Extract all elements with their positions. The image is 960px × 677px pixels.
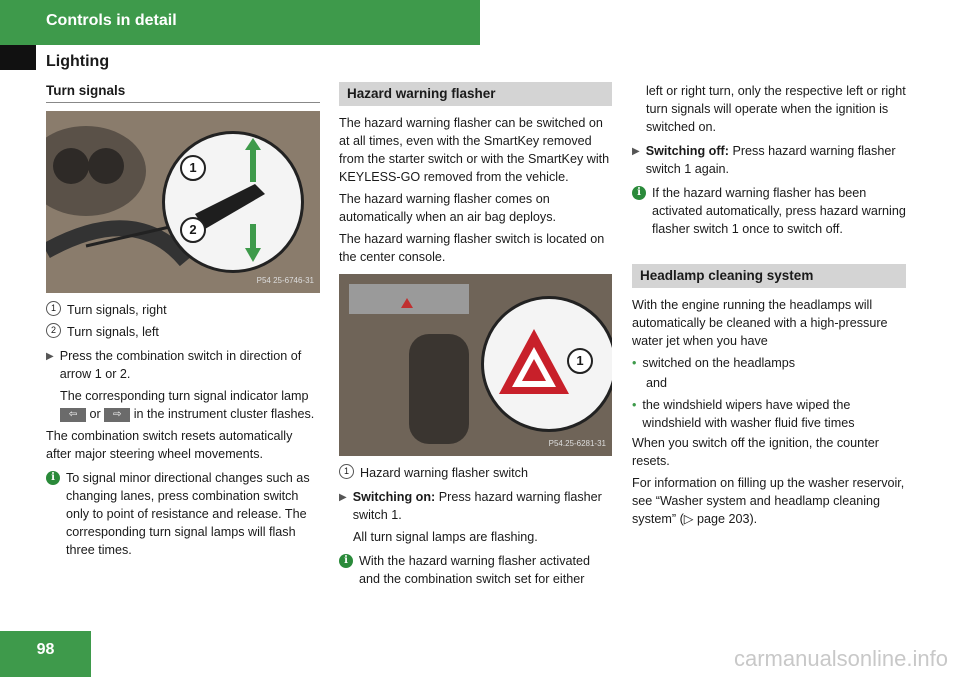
legend-number: 1 (46, 301, 61, 316)
legend-text: Turn signals, left (67, 325, 159, 339)
paragraph: The combination switch resets automatically after major steering wheel movements. (46, 429, 293, 461)
legend-text: Turn signals, right (67, 303, 167, 317)
step-arrow-icon: ▶ (632, 146, 640, 157)
column-continued (632, 82, 906, 532)
instruction-step (46, 347, 320, 383)
and-text: and (646, 376, 668, 390)
hazard-warning-icon (484, 299, 612, 429)
step-note: All turn signal lamps are flashing. (353, 530, 538, 544)
bullet-dot-icon: • (632, 398, 637, 412)
switch-stalk-icon (165, 134, 301, 270)
step-label: Switching on: (352, 490, 436, 504)
legend-text: Hazard warning flasher switch (360, 466, 528, 480)
bullet-item (632, 354, 906, 372)
info-note (46, 469, 320, 559)
turn-right-indicator-icon: ⇨ (104, 408, 130, 422)
instruction-step (339, 488, 612, 524)
bullet-dot-icon: • (632, 356, 637, 370)
info-text: To signal minor directional changes such as changing lanes, press combination switch only to point of resistance and release. The corresponding turn signal lamps will flash three times. (66, 471, 310, 557)
info-text: With the hazard warning flasher activated and the combination switch set for either (359, 554, 591, 586)
headlamp-cleaning-heading: Headlamp cleaning system (632, 264, 906, 288)
legend-item (339, 464, 612, 482)
info-icon: i (632, 186, 646, 200)
step-text: Press hazard warning flasher switch 1 again. (645, 144, 896, 176)
combination-switch-figure (46, 111, 320, 293)
step-note-or: or (89, 407, 101, 421)
legend-number: 1 (339, 464, 354, 479)
legend-item (46, 301, 320, 319)
bullet-text: the windshield wipers have wiped the windshield with washer fluid five times (642, 398, 855, 430)
paragraph: The hazard warning flasher can be switched on at all times, even with the SmartKey removed from the starter switch or with the SmartKey with KEYLESS-GO removed from the vehicle. (339, 116, 610, 184)
callout-1: 1 (567, 348, 593, 374)
bullet-text: switched on the headlamps (642, 356, 796, 370)
instruction-step (632, 142, 906, 178)
page-number: 98 (0, 631, 91, 677)
chapter-title: Controls in detail (46, 12, 177, 29)
step-text: Press the combination switch in direction of arrow 1 or 2. (59, 349, 302, 381)
info-note (632, 184, 906, 238)
legend-item (46, 323, 320, 341)
figure-code: P54 25-6746-31 (256, 276, 314, 285)
step-note-text: The corresponding turn signal indicator lamp (60, 389, 309, 403)
paragraph: With the engine running the headlamps will automatically be cleaned with a high-pressure water jet when you have (632, 298, 888, 348)
section-tab (0, 45, 36, 70)
callout-2: 2 (180, 217, 206, 243)
info-text: If the hazard warning flasher has been activated automatically, press hazard warning flasher switch 1 once to switch off. (652, 186, 906, 236)
info-icon: i (46, 471, 60, 485)
hazard-heading: Hazard warning flasher (339, 82, 612, 106)
step-note (46, 387, 320, 423)
paragraph: The hazard warning flasher switch is located on the center console. (339, 232, 605, 264)
page-reference: For information on filling up the washer reservoir, see “Washer system and headlamp cleaning system” (▷ page 203). (632, 476, 905, 526)
legend-number: 2 (46, 323, 61, 338)
hazard-switch-figure (339, 274, 612, 456)
callout-1: 1 (180, 155, 206, 181)
info-continued: left or right turn, only the respective left or right turn signals will operate when the ignition is switched on. (646, 84, 906, 134)
turn-signals-heading: Turn signals (46, 82, 320, 103)
column-turn-signals (46, 82, 320, 563)
column-hazard-flasher (339, 82, 612, 592)
paragraph: When you switch off the ignition, the counter resets. (632, 436, 879, 468)
section-title: Lighting (46, 53, 110, 70)
step-arrow-icon: ▶ (46, 351, 54, 362)
turn-left-indicator-icon: ⇦ (60, 408, 86, 422)
paragraph: The hazard warning flasher comes on automatically when an air bag deploys. (339, 192, 557, 224)
info-icon: i (339, 554, 353, 568)
watermark: carmanualsonline.info (733, 646, 948, 671)
info-note (339, 552, 612, 588)
figure-code: P54.25-6281-31 (548, 439, 606, 448)
step-text: Press hazard warning flasher switch 1. (352, 490, 602, 522)
step-arrow-icon: ▶ (339, 492, 347, 503)
chapter-header-bar (0, 0, 480, 45)
step-note-text: in the instrument cluster flashes. (133, 407, 315, 421)
switch-detail-circle (162, 131, 304, 273)
bullet-item (632, 396, 906, 432)
step-label: Switching off: (645, 144, 729, 158)
